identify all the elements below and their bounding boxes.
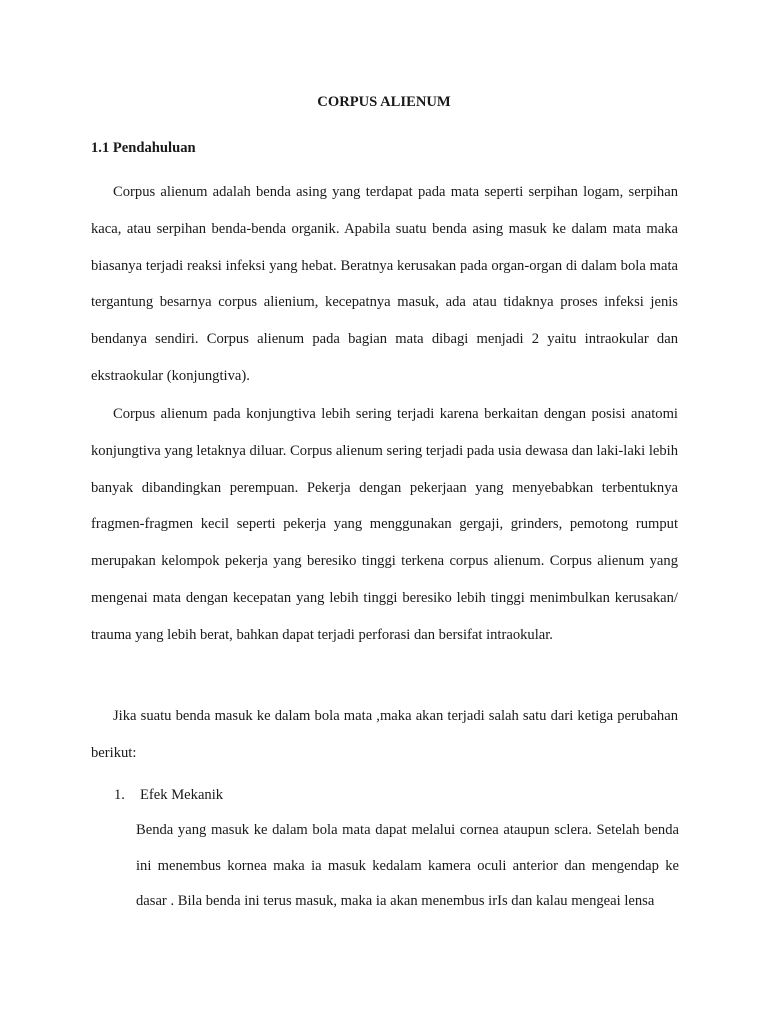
section-heading: 1.1 Pendahuluan (91, 140, 196, 156)
list-item-text: Benda yang masuk ke dalam bola mata dapat melalui cornea ataupun sclera. Setelah benda ini menembus kornea maka ia masuk kedalam kamera oculi anterior dan mengendap ke dasar . Bila benda ini terus masuk, maka ia akan menembus irIs dan kalau mengeai lensa (136, 822, 679, 909)
list-number: 1. (114, 787, 125, 803)
list-label: Efek Mekanik (140, 787, 224, 803)
paragraph-intro: Corpus alienum adalah benda asing yang terdapat pada mata seperti serpihan logam, serpihan kaca, atau serpihan benda-benda organik. Apabila suatu benda asing masuk ke dalam mata maka biasanya terjadi reaksi infeksi yang hebat. Beratnya kerusakan pada organ-organ di dalam bola mata tergantung besarnya corpus alienium, kecepatnya masuk, ada atau tidaknya proses infeksi jenis bendanya sendiri. Corpus alienum pada bagian mata dibagi menjadi 2 yaitu intraokular dan ekstraokular (konjungtiva). (91, 184, 678, 384)
paragraph-conjunctiva: Corpus alienum pada konjungtiva lebih sering terjadi karena berkaitan dengan posisi anatomi konjungtiva yang letaknya diluar. Corpus alienum sering terjadi pada usia dewasa dan laki-laki lebih banyak dibandingkan perempuan. Pekerja dengan pekerjaan yang menyebabkan terbentuknya fragmen-fragmen kecil seperti pekerja yang menggunakan gergaji, grinders, pemotong rumput merupakan kelompok pekerja yang beresiko tinggi terkena corpus alienum. Corpus alienum yang mengenai mata dengan kecepatan yang lebih tinggi beresiko lebih tinggi menimbulkan kerusakan/ trauma yang lebih berat, bahkan dapat terjadi perforasi dan bersifat intraokular. (91, 406, 678, 643)
list-item-mechanical-effect (114, 787, 223, 804)
paragraph-changes: Jika suatu benda masuk ke dalam bola mata ,maka akan terjadi salah satu dari ketiga perubahan berikut: (91, 708, 678, 761)
document-title: CORPUS ALIENUM (317, 94, 451, 110)
